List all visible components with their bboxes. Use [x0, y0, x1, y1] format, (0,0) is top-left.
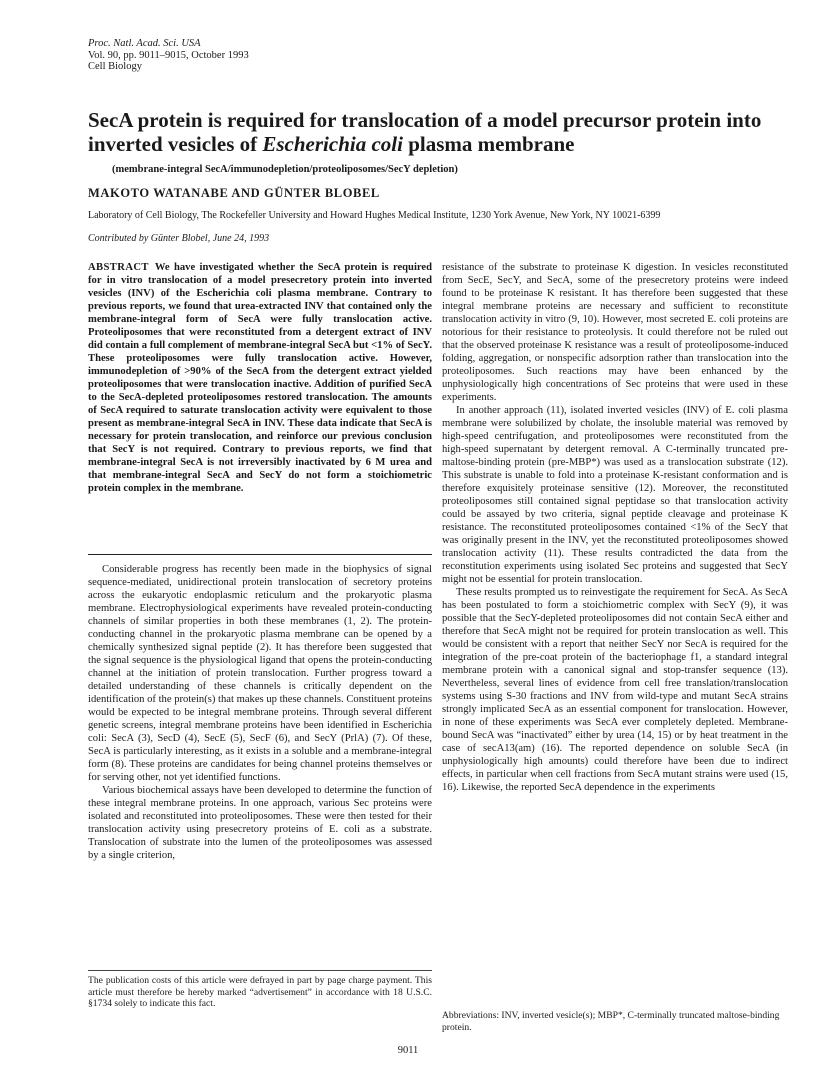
body-column-left — [88, 563, 432, 862]
article-title — [88, 108, 768, 156]
contributed-by: Contributed by Günter Blobel, June 24, 1993 — [88, 233, 270, 244]
authors: MAKOTO WATANABE AND GÜNTER BLOBEL — [88, 186, 380, 200]
body-paragraph: In another approach (11), isolated inverted vesicles (INV) of E. coli plasma membrane were solubilized by cholate, the insoluble material was removed by high-speed centrifugation, and proteoliposomes were reconstituted from the high-speed supernatant by detergent removal. A C-terminally truncated pre-maltose-binding protein (pre-MBP*) was used as a translocation substrate (12). This substrate is unable to fold into a proteinase K-resistant conformation and is therefore exquisitely proteinase sensitive (12). Moreover, the reconstituted proteoliposomes still contained signal peptidase so that translocation activity could be assayed by two criteria, signal peptide cleavage and proteinase K resistance. The reconstituted proteoliposomes contained <1% of the SecY that was originally present in the INV, yet the reconstituted proteoliposomes showed translocation activity (11). These results contradicted the data from the reconstitution experiments using isolated Sec proteins and suggested that SecY might not be essential for protein translocation. — [442, 405, 788, 585]
title-part-1: SecA protein is required for translocation of a model precursor protein into inverted vesicles of — [88, 108, 762, 156]
title-italic: Escherichia coli — [262, 132, 403, 156]
journal-header — [88, 38, 249, 73]
abstract — [88, 261, 432, 495]
abstract-divider — [88, 554, 432, 555]
body-paragraph: resistance of the substrate to proteinase K digestion. In vesicles reconstituted from SecE, SecY, and SecA, some of the presecretory proteins were indeed found to be proteinase K resistant. It has therefore been suggested that these integral membrane proteins are necessary and sufficient to reconstitute translocation activity in vitro (9, 10). However, most secreted E. coli proteins are notorious for their resistance to proteolysis. It could therefore not be ruled out that the observed proteinase K resistance was a result of proteoliposome-induced folding, aggregation, or nonspecific adsorption rather than translocation into the proteoliposomes. Such reactions may have been enhanced by the unphysiologically high concentrations of Sec proteins that were used in these experiments. — [442, 262, 788, 403]
footnote-divider — [88, 970, 432, 971]
abbreviations-footnote: Abbreviations: INV, inverted vesicle(s); MBP*, C-terminally truncated maltose-binding protein. — [442, 1010, 780, 1033]
body-column-right — [442, 261, 788, 794]
publication-cost-footnote: The publication costs of this article were defrayed in part by page charge payment. This article must therefore be hereby marked “advertisement” in accordance with 18 U.S.C. §1734 solely to indicate this fact. — [88, 975, 432, 1009]
page-number: 9011 — [397, 1045, 419, 1056]
journal-section: Cell Biology — [88, 61, 142, 72]
journal-volume: Vol. 90, pp. 9011–9015, October 1993 — [88, 49, 249, 61]
keywords: (membrane-integral SecA/immunodepletion/proteoliposomes/SecY depletion) — [112, 164, 458, 175]
body-paragraph: Various biochemical assays have been developed to determine the function of these integral membrane proteins. In one approach, various Sec proteins were isolated and reconstituted into proteoliposomes. These were then tested for their translocation activity using presecretory proteins of E. coli as a substrate. Translocation of substrate into the lumen of the proteoliposomes was assessed by a single criterion, — [88, 785, 432, 861]
abstract-text: We have investigated whether the SecA protein is required for in vitro translocation of a model presecretory protein into inverted vesicles (INV) of the Escherichia coli plasma membrane. Contrary to previous reports, we found that urea-extracted INV that contained only the membrane-integral form of SecA were fully translocation active. Proteoliposomes that were reconstituted from a detergent extract of INV did contain a full complement of membrane-integral SecA but <1% of SecY. These proteoliposomes were fully translocation active. However, immunodepletion of >90% of the SecA from the detergent extract yielded proteoliposomes that were translocation inactive. Addition of purified SecA to the SecA-depleted proteoliposomes restored translocation. The amounts of SecA required to saturate translocation activity were equivalent to those present as membrane-integral SecA in INV. These data indicate that SecA is necessary for protein translocation, and reinforce our previous conclusion that SecY is not required. Contrary to previous reports, we find that membrane-integral SecA is not irreversibly inactivated by 6 M urea and that membrane-integral SecA and SecY do not form a stoichiometric protein complex in the membrane. — [88, 262, 432, 494]
title-part-2: plasma membrane — [402, 132, 575, 156]
body-paragraph: Considerable progress has recently been made in the biophysics of signal sequence-mediated, unidirectional protein translocation of secretory proteins across the eukaryotic endoplasmic reticulum and the prokaryotic plasma membrane. Electrophysiological experiments have revealed protein-conducting channels of similar properties in both these membranes (1, 2). The protein-conducting channel in the prokaryotic plasma membrane can be opened by a chemically synthesized signal peptide (2). It has therefore been suggested that the signal sequence is the physiological ligand that opens the protein-conducting channel at the initiation of protein translocation. Further progress toward a detailed understanding of these channels is critically dependent on the identification of the protein(s) that makes up these channels. Constituent proteins would be expected to be integral membrane proteins. Through several different genetic screens, integral membrane proteins have been identified in Escherichia coli: SecA (3), SecD (4), SecE (5), SecF (6), and SecY (PrlA) (7). Of these, SecA is particularly interesting, as it exists in a soluble and a membrane-integral form (8). These proteins are candidates for being channel proteins themselves or for serving other, not yet identified functions. — [88, 564, 432, 783]
body-paragraph: These results prompted us to reinvestigate the requirement for SecA. As SecA has been postulated to form a stoichiometric complex with SecY (9), it was possible that the SecY-depleted proteoliposomes did not contain SecA either and therefore that SecA might not be required for protein translocation as well. This would be consistent with a report that neither SecY nor SecA is required for the integration of the pre-coat protein of the bacteriophage f1, a standard integral membrane protein with a canonical signal and stop-transfer sequence (13). Nevertheless, several lines of evidence from cell free translation/translocation systems using S-30 fractions and INV from wild-type and mutant SecA strains strongly implicated SecA as an essential component for translocation. However, in none of these experiments was SecA ever completely depleted. Membrane-bound SecA was “inactivated” either by urea (14, 15) or by heat treatment in the case of secA13(am) (16). The reported dependence on soluble SecA (in unphysiologically high amounts) could therefore have been due to indirect effects, in particular when cell fractions from SecA mutant strains were used (15, 16). Likewise, the reported SecA dependence in the experiments — [442, 587, 788, 793]
abstract-label: ABSTRACT — [88, 262, 149, 273]
journal-name: Proc. Natl. Acad. Sci. USA — [88, 38, 201, 49]
affiliation: Laboratory of Cell Biology, The Rockefeller University and Howard Hughes Medical Institute, 1230 York Avenue, New York, NY 10021-6399 — [88, 210, 661, 221]
